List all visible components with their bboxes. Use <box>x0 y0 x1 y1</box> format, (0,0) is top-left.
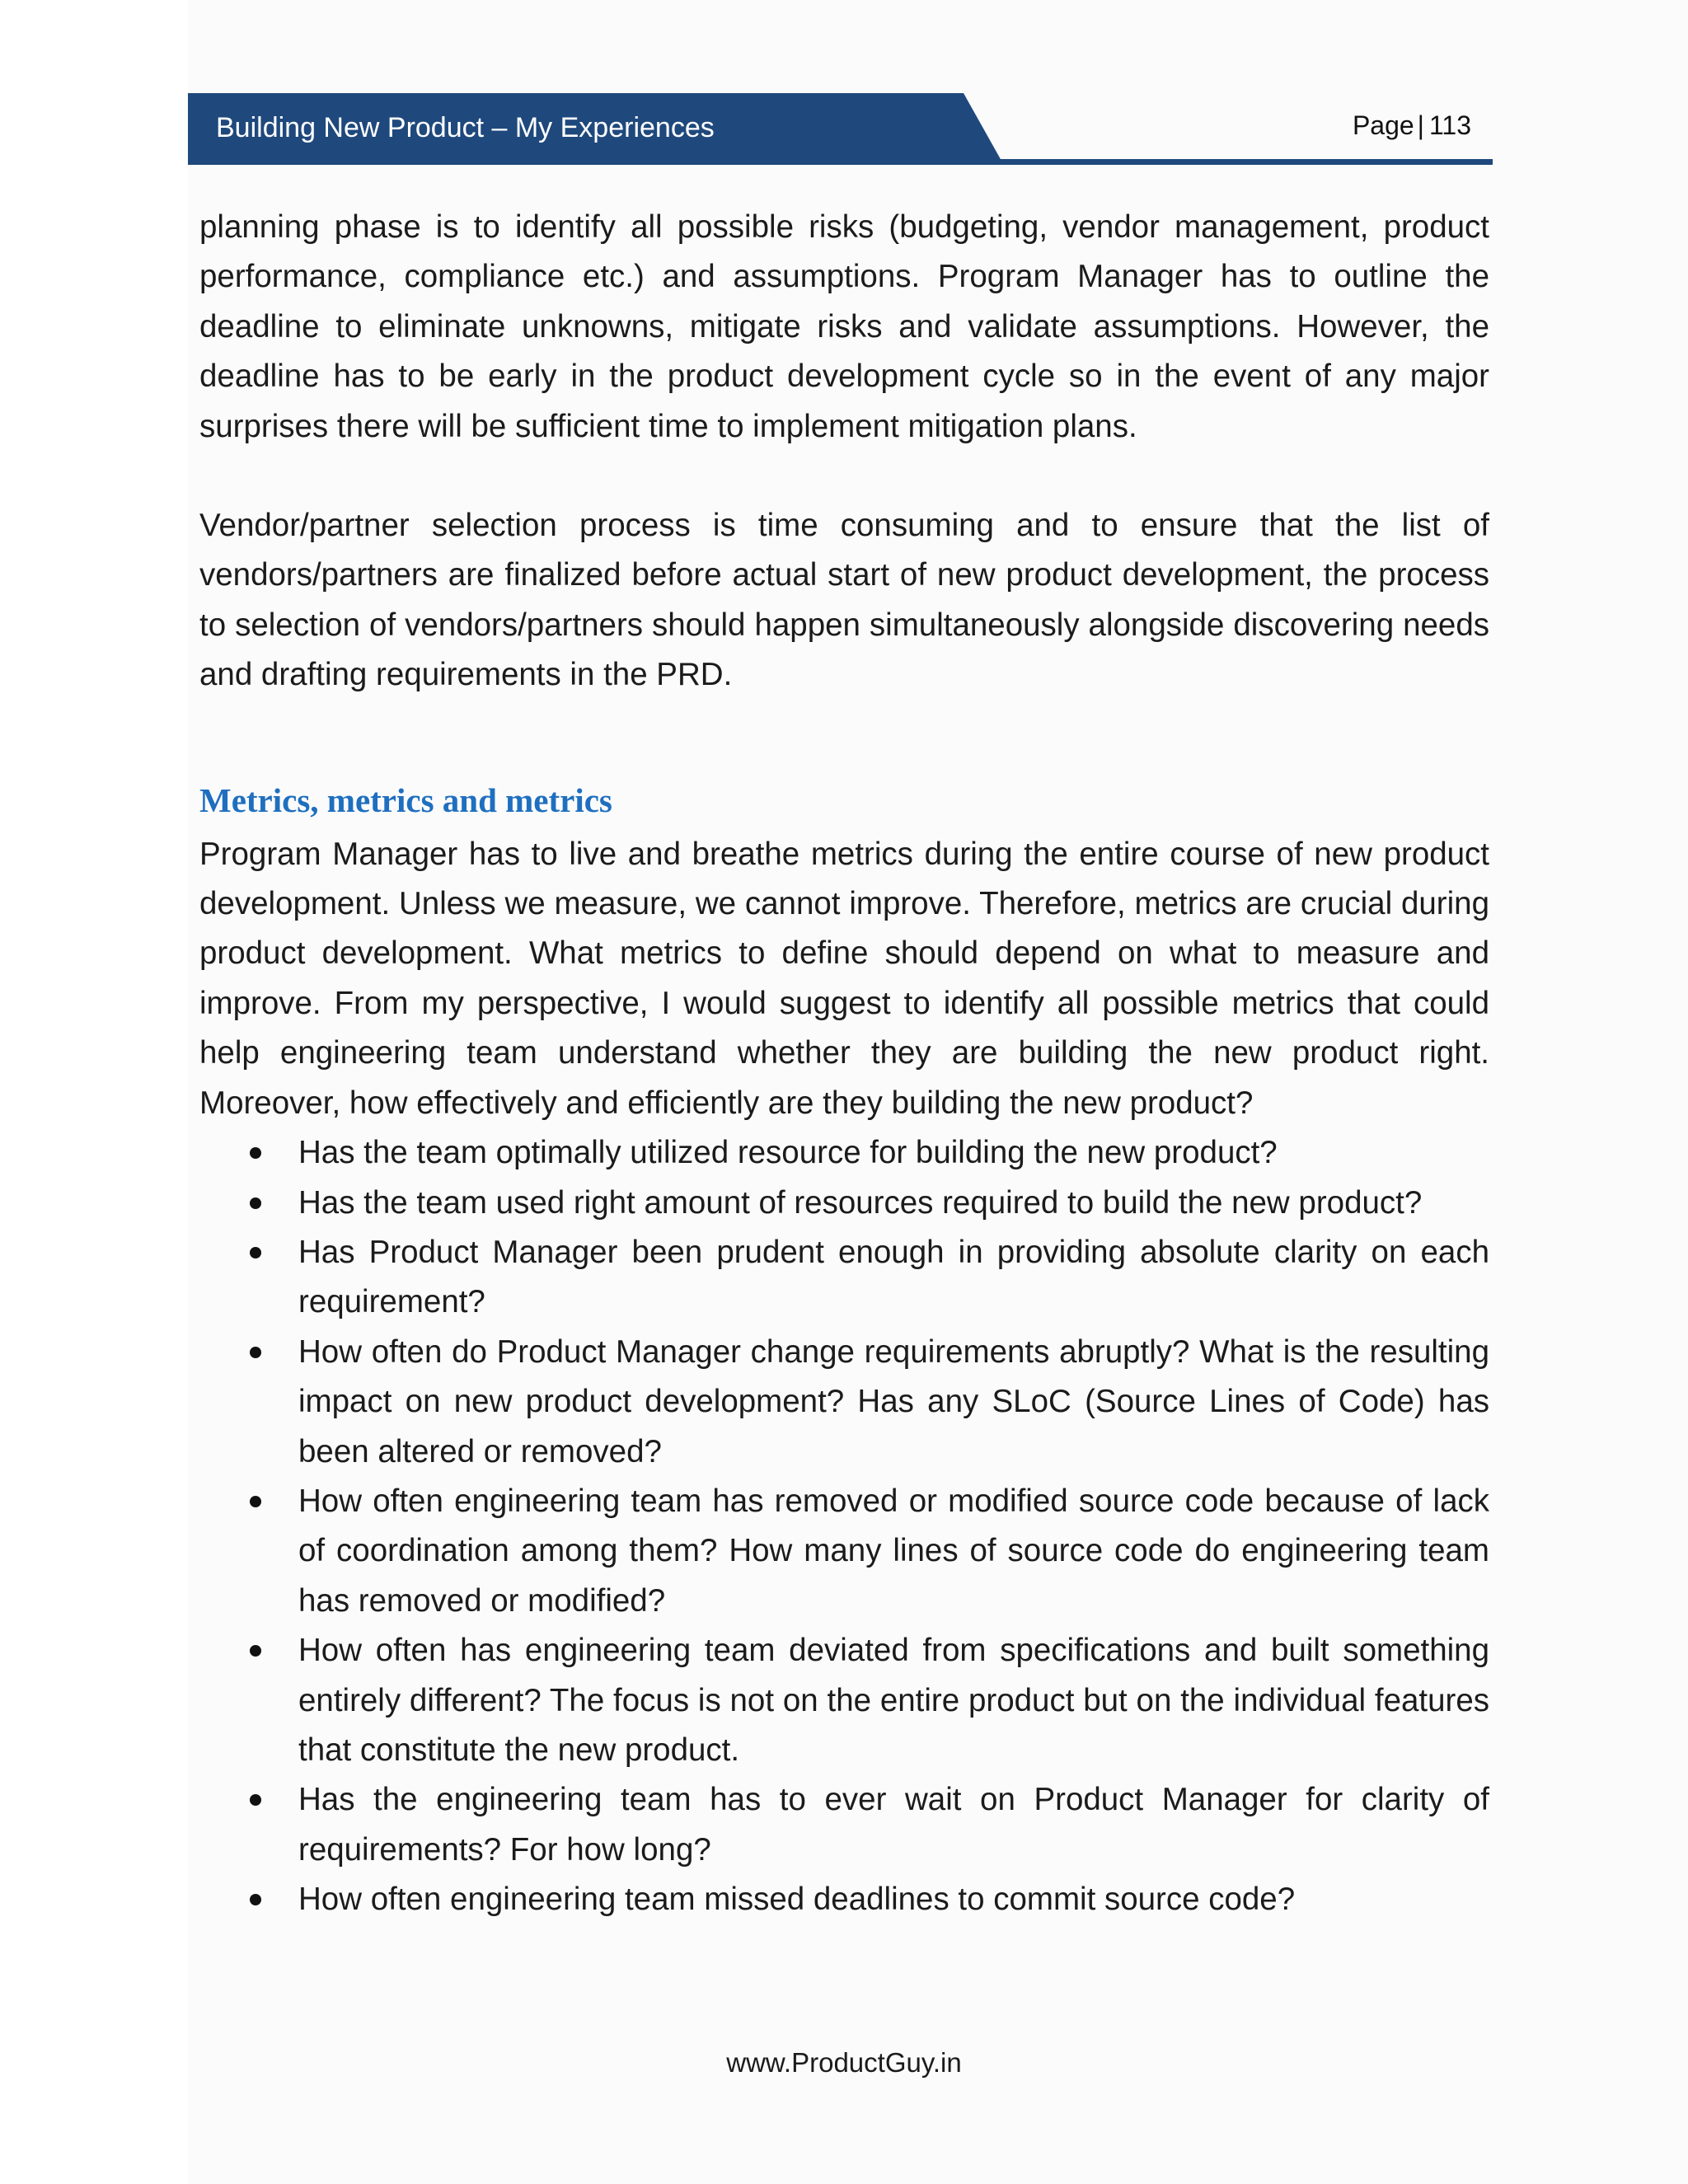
list-item-text: How often engineering team missed deadlines to commit source code? <box>298 1882 1296 1918</box>
list-item-text: Has the team optimally utilized resource for building the new product? <box>298 1135 1278 1171</box>
list-item-text: Has Product Manager been prudent enough in providing absolute clarity on each requirement? <box>298 1234 1489 1320</box>
running-title: Building New Product – My Experiences <box>216 112 715 143</box>
list-item <box>199 1328 1489 1477</box>
paragraph-spacer <box>199 452 1489 501</box>
page-number: 113 <box>1428 110 1471 140</box>
paragraph-vendor-selection: Vendor/partner selection process is time consuming and to ensure that the list of vendors/partners are finalized before actual start of new product development, the process to selection of vendors/partners should happen simultaneously alongside discovering needs and drafting requirements in the PRD. <box>199 508 1489 693</box>
page-separator: | <box>1417 110 1424 140</box>
bullet-icon <box>250 1894 261 1905</box>
bullet-icon <box>250 1347 261 1358</box>
metrics-question-list <box>199 1128 1489 1925</box>
footer-url[interactable]: www.ProductGuy.in <box>726 2047 962 2078</box>
page-number-label <box>1353 111 1471 140</box>
header-underline <box>188 159 1493 165</box>
bullet-icon <box>250 1645 261 1657</box>
list-item-text: How often has engineering team deviated from specifications and built something entirely different? The focus is not on the entire product but on the individual features that constitute the new product. <box>298 1633 1489 1768</box>
bullet-icon <box>250 1794 261 1806</box>
list-item <box>199 1179 1489 1228</box>
list-item <box>199 1228 1489 1328</box>
section-heading-metrics: Metrics, metrics and metrics <box>199 780 612 819</box>
bullet-icon <box>250 1496 261 1507</box>
page-label: Page <box>1352 110 1414 140</box>
list-item-text: Has the engineering team has to ever wait on Product Manager for clarity of requirements? For how long? <box>298 1782 1489 1868</box>
list-item <box>199 1477 1489 1626</box>
bullet-icon <box>250 1247 261 1258</box>
list-item <box>199 1875 1489 1924</box>
bullet-icon <box>250 1147 261 1159</box>
list-item-text: How often do Product Manager change requirements abruptly? What is the resulting impact on new product development? Has any SLoC (Source Lines of Code) has been altered or removed? <box>298 1333 1489 1469</box>
bullet-icon <box>250 1197 261 1209</box>
list-item <box>199 1626 1489 1775</box>
list-item <box>199 1775 1489 1875</box>
page-content <box>199 203 1489 1925</box>
paragraph-metrics-intro: Program Manager has to live and breathe metrics during the entire course of new product development. Unless we measure, we cannot improve. Therefore, metrics are crucial during product development. What metrics to define should depend on what to measure and improve. From my perspective, I would suggest to identify all possible metrics that could help engineering team understand whether they are building the new product right. Moreover, how effectively and efficiently are they building the new product? <box>199 836 1489 1121</box>
page-header <box>188 93 1493 166</box>
paragraph-risk-planning: planning phase is to identify all possible risks (budgeting, vendor management, product performance, compliance etc.) and assumptions. Program Manager has to outline the deadline to eliminate unknowns, mitigate risks and validate assumptions. However, the deadline has to be early in the product development cycle so in the event of any major surprises there will be sufficient time to implement mitigation plans. <box>199 209 1489 444</box>
list-item-text: Has the team used right amount of resources required to build the new product? <box>298 1184 1423 1221</box>
list-item <box>199 1128 1489 1178</box>
section-spacer <box>199 701 1489 776</box>
list-item-text: How often engineering team has removed or modified source code because of lack of coordination among them? How many lines of source code do engineering team has removed or modified? <box>298 1483 1489 1619</box>
